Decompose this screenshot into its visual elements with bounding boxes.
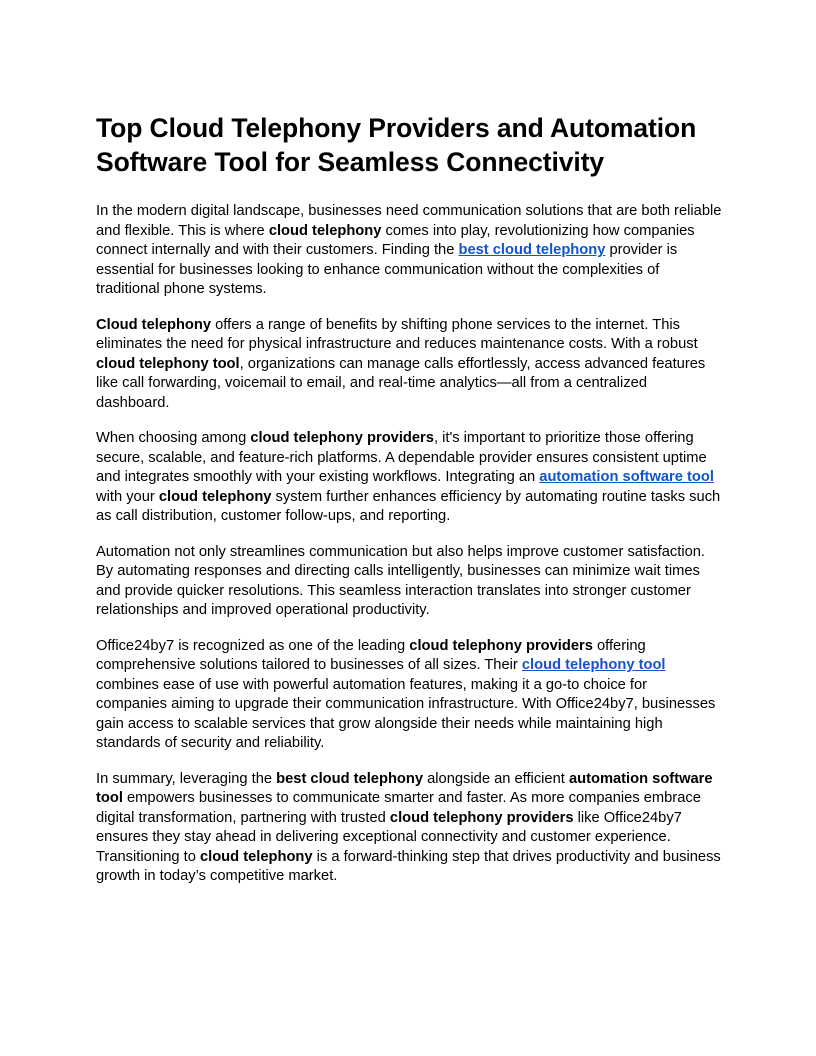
text-run: In summary, leveraging the bbox=[96, 770, 277, 787]
text-run: alongside an efficient bbox=[423, 770, 569, 787]
bold-keyword: automation software tool bbox=[96, 770, 713, 806]
inline-link[interactable]: cloud telephony tool bbox=[521, 657, 666, 673]
text-run: system further enhances efficiency by automating routine tasks such as call distribution, customer follow-ups, and reporting. bbox=[96, 488, 721, 524]
bold-keyword: cloud telephony bbox=[268, 222, 382, 239]
bold-keyword: cloud telephony providers bbox=[250, 430, 434, 446]
inline-link[interactable]: automation software tool bbox=[539, 469, 714, 485]
document-page bbox=[96, 111, 722, 903]
document-body bbox=[96, 202, 722, 887]
bold-keyword: cloud telephony tool bbox=[96, 355, 240, 372]
text-run: is a forward-thinking step that drives productivity and business growth in today’s competitive market. bbox=[96, 848, 721, 884]
inline-link[interactable]: best cloud telephony bbox=[458, 242, 606, 258]
text-run: , it's important to prioritize those offering secure, scalable, and feature-rich platforms. A dependable provider ensures consistent uptime and integrates smoothly with your existing workflows. Integrating an bbox=[96, 430, 707, 485]
bold-keyword: best cloud telephony bbox=[276, 770, 424, 787]
body-paragraph bbox=[96, 316, 722, 414]
text-run: Automation not only streamlines communication but also helps improve customer satisfaction. By automating responses and directing calls intelligently, businesses can minimize wait times and provide quicker resolutions. This seamless interaction translates into stronger customer relationships and improved operational productivity. bbox=[96, 543, 706, 618]
bold-keyword: cloud telephony providers bbox=[389, 809, 574, 826]
text-run: In the modern digital landscape, businesses need communication solutions that are both reliable and flexible. This is where bbox=[96, 203, 722, 239]
text-run: offers a range of benefits by shifting phone services to the internet. This eliminates the need for physical infrastructure and reduces maintenance costs. With a robust bbox=[96, 316, 698, 352]
bold-keyword: cloud telephony providers bbox=[409, 637, 593, 654]
bold-keyword: cloud telephony bbox=[158, 488, 272, 505]
body-paragraph bbox=[96, 770, 722, 887]
text-run: with your bbox=[96, 488, 159, 505]
text-run: , organizations can manage calls effortlessly, access advanced features like call forwarding, voicemail to email, and real-time analytics—all from a centralized dashboard. bbox=[96, 355, 706, 411]
text-run: When choosing among bbox=[96, 430, 251, 446]
text-run: empowers businesses to communicate smarter and faster. As more companies embrace digital transformation, partnering with trusted bbox=[96, 790, 701, 826]
text-run: combines ease of use with powerful automation features, making it a go-to choice for companies aiming to upgrade their communication infrastructure. With Office24by7, businesses gain access to scalable services that grow alongside their needs while maintaining high standards of security and reliability. bbox=[96, 676, 716, 751]
text-run: offering comprehensive solutions tailored to businesses of all sizes. Their bbox=[96, 637, 646, 673]
text-run: like Office24by7 ensures they stay ahead in delivering exceptional connectivity and customer experience. Transitioning to bbox=[96, 809, 682, 865]
body-paragraph bbox=[96, 429, 722, 527]
page-title: Top Cloud Telephony Providers and Automation Software Tool for Seamless Connectivity bbox=[96, 113, 697, 177]
bold-keyword: cloud telephony bbox=[199, 848, 313, 865]
text-run: comes into play, revolutionizing how companies connect internally and with their customers. Finding the bbox=[96, 222, 695, 258]
body-paragraph bbox=[96, 543, 722, 621]
body-paragraph bbox=[96, 202, 722, 300]
body-paragraph bbox=[96, 637, 722, 754]
bold-keyword: Cloud telephony bbox=[96, 316, 212, 333]
text-run: provider is essential for businesses looking to enhance communication without the complexities of traditional phone systems. bbox=[96, 242, 678, 297]
text-run: Office24by7 is recognized as one of the leading bbox=[96, 637, 410, 654]
